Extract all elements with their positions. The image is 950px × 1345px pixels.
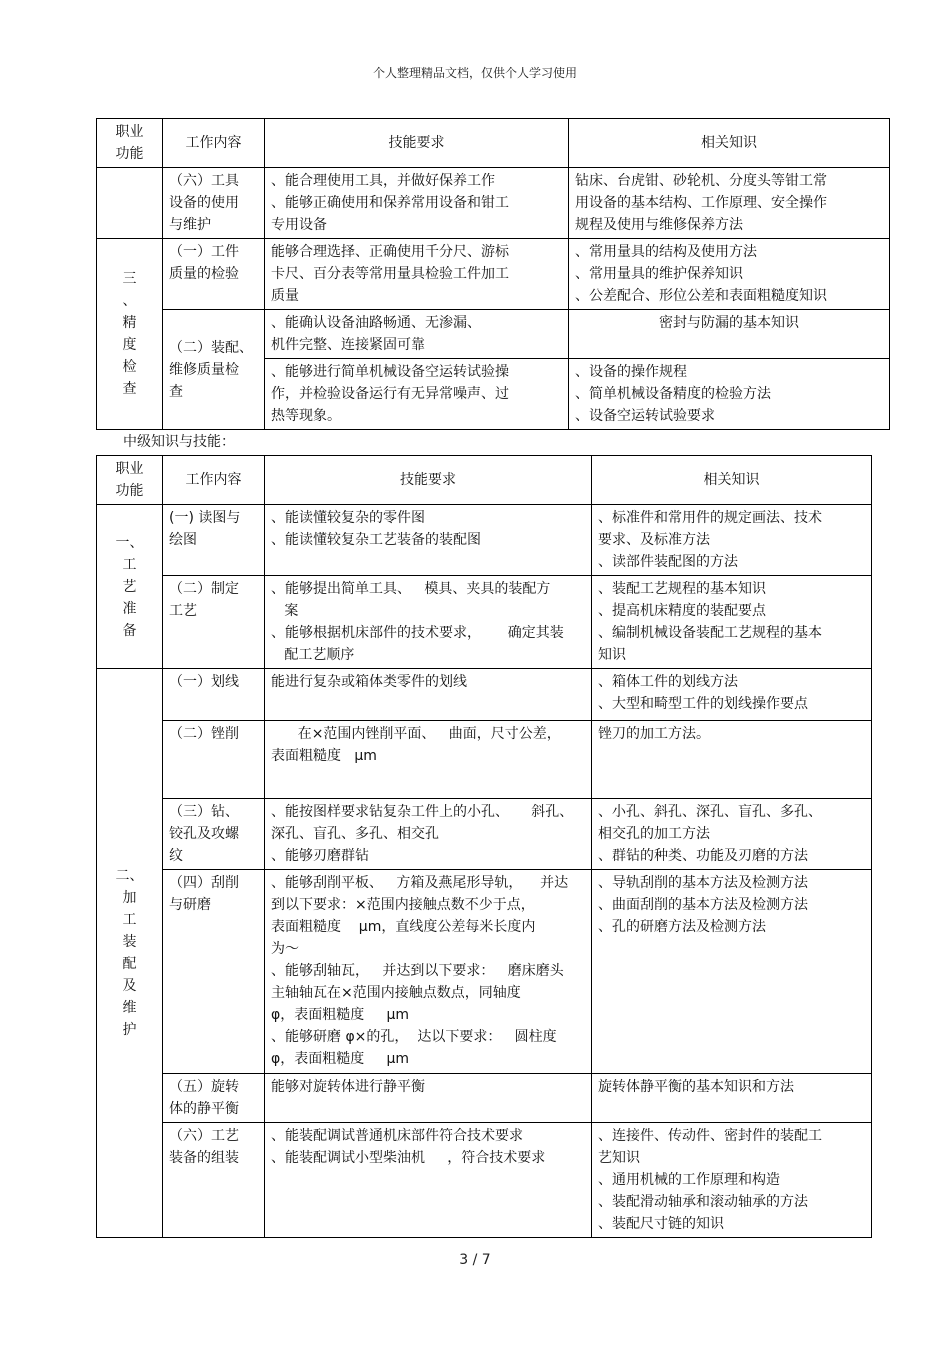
content-cell <box>163 721 265 799</box>
cell-line: 、 <box>122 293 137 309</box>
content-cell <box>163 799 265 870</box>
cell-line: （三）钻、 <box>169 804 239 820</box>
cell-line: 、能够研磨 φ×的孔， 达以下要求： 圆柱度 <box>271 1029 557 1045</box>
cell-line: 、能够根据机床部件的技术要求， 确定其装 <box>271 625 564 641</box>
cell-line: 、能装配调试小型柴油机 ，符合技术要求 <box>271 1150 546 1166</box>
cell-line: 深孔、盲孔、多孔、相交孔 <box>271 826 439 842</box>
cell-line: 、能够刃磨群钻 <box>271 848 369 864</box>
cell-line: 维 <box>122 1000 137 1016</box>
cell-line: 、能装配调试普通机床部件符合技术要求 <box>271 1128 523 1144</box>
cell-line: 、小孔、斜孔、深孔、盲孔、多孔、 <box>598 804 822 820</box>
header-func <box>97 119 163 168</box>
cell-line: 专用设备 <box>271 217 327 233</box>
cell-line: 表面粗糙度 μm <box>271 748 377 764</box>
cell-line: 度 <box>122 337 137 353</box>
header-func-line: 职业 <box>115 124 144 140</box>
cell-line: 知识 <box>598 647 626 663</box>
cell-line: 、连接件、传动件、密封件的装配工 <box>598 1128 822 1144</box>
cell-line: 、常用量具的维护保养知识 <box>575 266 743 282</box>
content-cell <box>163 576 265 669</box>
header-skill: 技能要求 <box>265 456 592 505</box>
cell-line: 护 <box>122 1022 137 1038</box>
knowledge-cell <box>569 359 890 430</box>
func-cell-empty <box>97 168 163 239</box>
cell-line: 、孔的研磨方法及检测方法 <box>598 919 766 935</box>
cell-line: 工艺 <box>169 603 197 619</box>
cell-line: 、能确认设备油路畅通、无渗漏、 <box>271 315 481 331</box>
cell-line: 钻床、台虎钳、砂轮机、分度头等钳工常 <box>575 173 827 189</box>
cell-line: 三 <box>122 271 137 287</box>
cell-line: φ，表面粗糙度 μm <box>271 1051 410 1067</box>
cell-line: （四）刮削 <box>169 875 239 891</box>
cell-line: 、简单机械设备精度的检验方法 <box>575 386 771 402</box>
cell-line: （二）装配、 <box>169 339 253 356</box>
header-knowledge: 相关知识 <box>592 456 872 505</box>
cell-line: 、常用量具的结构及使用方法 <box>575 244 757 260</box>
cell-line: 绘图 <box>169 532 197 548</box>
cell-line: 质量的检验 <box>169 266 239 282</box>
skill-cell <box>265 1123 592 1238</box>
cell-line: 准 <box>122 600 137 617</box>
cell-line: 工 <box>122 556 137 573</box>
skill-cell <box>265 870 592 1074</box>
header-func-line: 功能 <box>115 483 144 499</box>
cell-line: φ，表面粗糙度 μm <box>271 1007 410 1023</box>
content-cell <box>163 310 265 430</box>
cell-line: 加 <box>122 890 137 906</box>
cell-line: 、设备空运转试验要求 <box>575 408 715 424</box>
cell-line: 、提高机床精度的装配要点 <box>598 603 766 619</box>
func-cell-section3 <box>97 239 163 430</box>
cell-line: 规程及使用与维修保养方法 <box>575 217 743 233</box>
cell-line: 主轴轴瓦在×范围内接触点数点，同轴度 <box>271 985 521 1001</box>
skill-cell <box>265 1074 592 1123</box>
knowledge-cell <box>592 721 872 799</box>
cell-line: 装 <box>122 934 137 950</box>
skill-cell <box>265 505 592 576</box>
cell-line: （一）划线 <box>169 674 239 690</box>
knowledge-cell <box>592 669 872 721</box>
cell-line: 装备的组装 <box>169 1150 239 1166</box>
page-header: 个人整理精品文档，仅供个人学习使用 <box>372 66 577 80</box>
cell-line: （一）工件 <box>169 244 239 260</box>
cell-line: （二）锉削 <box>169 726 239 742</box>
skill-cell <box>265 576 592 669</box>
section-title: 中级知识与技能： <box>123 434 235 450</box>
header-skill: 技能要求 <box>265 119 569 168</box>
cell-line: 到以下要求：×范围内接触点数不少于点， <box>271 897 535 913</box>
skill-cell <box>265 721 592 799</box>
content-cell <box>163 168 265 239</box>
knowledge-cell <box>592 870 872 1074</box>
cell-line: 、曲面刮削的基本方法及检测方法 <box>598 897 808 913</box>
cell-line: 作，并检验设备运行有无异常噪声、过 <box>271 386 509 402</box>
knowledge-cell <box>569 239 890 310</box>
header-content: 工作内容 <box>163 456 265 505</box>
skill-cell <box>265 669 592 721</box>
header-func <box>97 456 163 505</box>
knowledge-cell <box>592 1123 872 1238</box>
cell-line: 精 <box>122 315 137 331</box>
content-cell <box>163 1074 265 1123</box>
skill-cell <box>265 239 569 310</box>
cell-line: 、能够刮轴瓦， 并达到以下要求： 磨床磨头 <box>271 963 564 979</box>
skill-cell <box>265 799 592 870</box>
cell-line: 、装配滑动轴承和滚动轴承的方法 <box>598 1194 808 1210</box>
cell-line: 、能够进行简单机械设备空运转试验操 <box>271 364 509 380</box>
cell-line: 备 <box>122 622 137 639</box>
cell-line: 、能够提出简单工具、 模具、夹具的装配方 <box>271 581 551 597</box>
cell-line: 体的静平衡 <box>169 1101 239 1117</box>
cell-line: 、能读懂较复杂工艺装备的装配图 <box>271 532 481 548</box>
knowledge-cell <box>592 799 872 870</box>
cell-line: 机件完整、连接紧固可靠 <box>271 337 425 353</box>
cell-line: 、设备的操作规程 <box>575 364 687 380</box>
cell-line: 质量 <box>271 288 299 304</box>
cell-line: 密封与防漏的基本知识 <box>659 315 799 331</box>
cell-line: 、箱体工件的划线方法 <box>598 674 738 690</box>
cell-line: (一) 读图与 <box>169 510 241 526</box>
cell-line: 、能够刮削平板、 方箱及燕尾形导轨， 并达 <box>271 875 569 891</box>
cell-line: 、装配尺寸链的知识 <box>598 1216 724 1232</box>
knowledge-cell <box>569 168 890 239</box>
cell-line: 、能按图样要求钻复杂工件上的小孔、 斜孔、 <box>271 804 574 820</box>
cell-line: 、通用机械的工作原理和构造 <box>598 1172 780 1188</box>
cell-line: 、群钻的种类、功能及刃磨的方法 <box>598 848 808 864</box>
cell-line: （六）工艺 <box>169 1128 239 1144</box>
skills-table-2 <box>96 455 872 1238</box>
cell-line: 配工艺顺序 <box>271 647 355 663</box>
cell-line: 艺 <box>122 578 137 595</box>
cell-line: 与维护 <box>169 217 211 233</box>
cell-line: 、导轨刮削的基本方法及检测方法 <box>598 875 808 891</box>
cell-line: 、能合理使用工具，并做好保养工作 <box>271 173 495 189</box>
cell-line: 用设备的基本结构、工作原理、安全操作 <box>575 195 827 211</box>
cell-line: 二、 <box>115 868 144 884</box>
cell-line: 、能够正确使用和保养常用设备和钳工 <box>271 195 509 211</box>
cell-line: （二）制定 <box>169 581 239 597</box>
cell-line: 、读部件装配图的方法 <box>598 554 738 570</box>
cell-line: 要求、及标准方法 <box>598 532 710 548</box>
cell-line: 查 <box>122 381 137 397</box>
cell-line: 能够合理选择、正确使用千分尺、游标 <box>271 244 509 260</box>
content-cell <box>163 239 265 310</box>
page-number: 3 / 7 <box>459 1252 491 1268</box>
cell-line: 一、 <box>115 534 144 551</box>
knowledge-cell <box>592 1074 872 1123</box>
cell-line: 维修质量检 <box>169 361 239 378</box>
content-cell <box>163 669 265 721</box>
knowledge-cell <box>592 505 872 576</box>
content-cell <box>163 870 265 1074</box>
knowledge-cell <box>592 576 872 669</box>
skill-cell <box>265 310 569 359</box>
header-content: 工作内容 <box>163 119 265 168</box>
cell-line: 、能读懂较复杂的零件图 <box>271 510 425 526</box>
cell-line: 为～ <box>271 941 299 957</box>
cell-line: （五）旋转 <box>169 1079 239 1095</box>
header-func-line: 职业 <box>115 461 144 477</box>
cell-line: 、公差配合、形位公差和表面粗糙度知识 <box>575 288 827 304</box>
cell-line: 设备的使用 <box>169 195 239 211</box>
content-cell <box>163 1123 265 1238</box>
cell-line: 相交孔的加工方法 <box>598 826 710 842</box>
skills-table-1 <box>96 118 890 430</box>
cell-line: 能进行复杂或箱体类零件的划线 <box>271 674 467 690</box>
cell-line: 热等现象。 <box>271 408 341 424</box>
cell-line: 在×范围内锉削平面、 曲面，尺寸公差， <box>271 726 561 742</box>
cell-line: 纹 <box>169 848 183 864</box>
cell-line: 表面粗糙度 μm，直线度公差每米长度内 <box>271 919 536 935</box>
cell-line: 艺知识 <box>598 1150 640 1166</box>
cell-line: 与研磨 <box>169 897 211 913</box>
cell-line: 及 <box>122 978 137 994</box>
cell-line: 检 <box>122 359 137 375</box>
cell-line: 配 <box>122 956 137 972</box>
skill-cell <box>265 168 569 239</box>
header-knowledge: 相关知识 <box>569 119 890 168</box>
cell-line: 、编制机械设备装配工艺规程的基本 <box>598 625 822 641</box>
cell-line: 铰孔及攻螺 <box>169 826 239 842</box>
cell-line: 锉刀的加工方法。 <box>598 726 710 742</box>
cell-line: 、标准件和常用件的规定画法、技术 <box>598 510 822 526</box>
func-cell-section1 <box>97 505 163 669</box>
cell-line: 、大型和畸型工件的划线操作要点 <box>598 696 808 712</box>
func-cell-section2 <box>97 669 163 1238</box>
cell-line: 能够对旋转体进行静平衡 <box>271 1079 425 1095</box>
cell-line: 工 <box>122 912 137 928</box>
cell-line: 、装配工艺规程的基本知识 <box>598 581 766 597</box>
cell-line: （六）工具 <box>169 173 239 189</box>
cell-line: 卡尺、百分表等常用量具检验工件加工 <box>271 266 509 282</box>
header-func-line: 功能 <box>115 146 144 162</box>
cell-line: 查 <box>169 383 183 400</box>
knowledge-cell <box>569 310 890 359</box>
content-cell <box>163 505 265 576</box>
cell-line: 案 <box>271 603 299 619</box>
cell-line: 旋转体静平衡的基本知识和方法 <box>598 1079 794 1095</box>
skill-cell <box>265 359 569 430</box>
